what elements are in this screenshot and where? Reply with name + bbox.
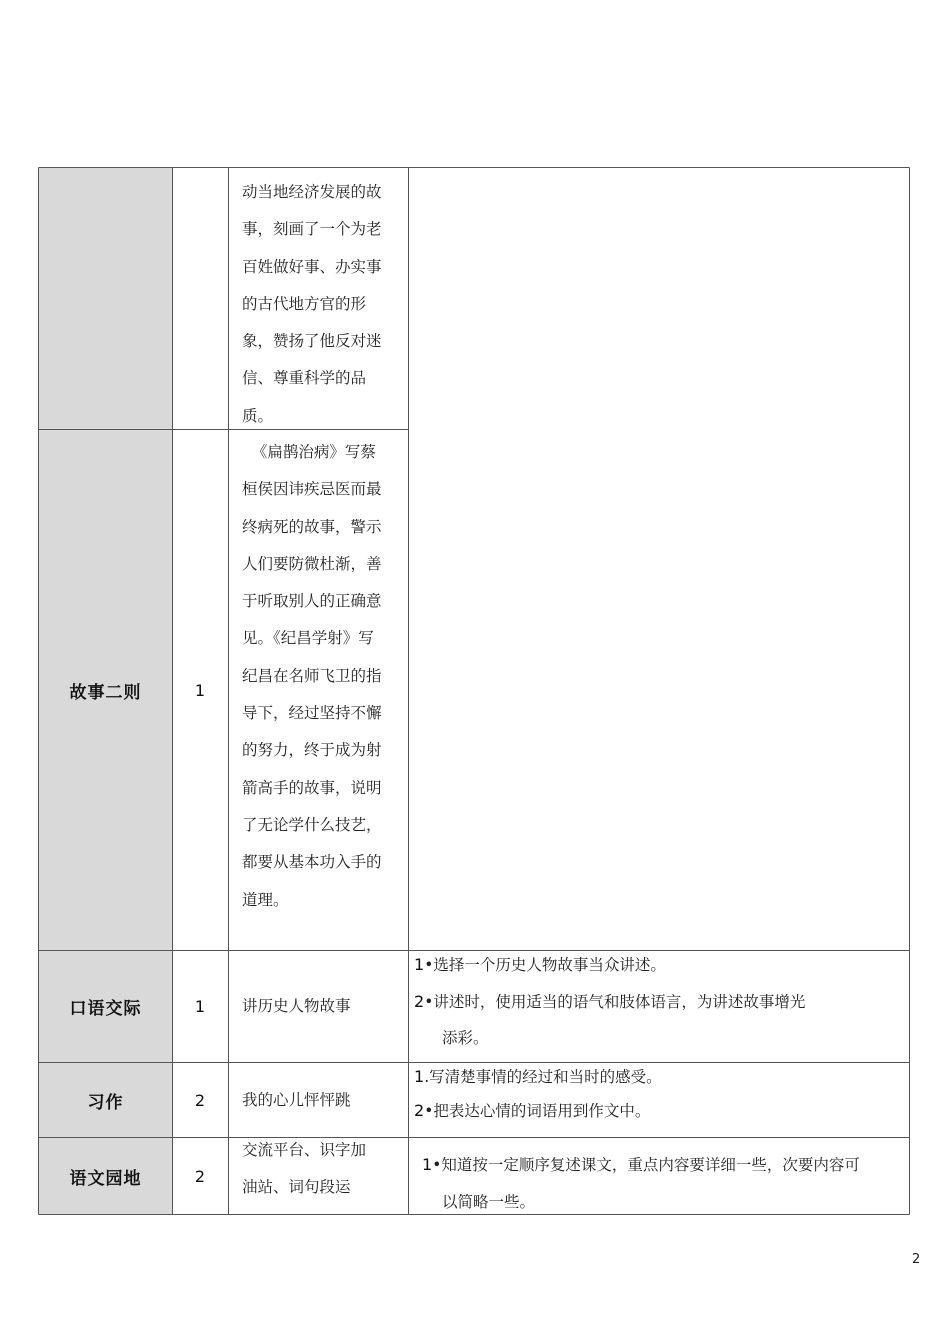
row-2-description-cell [242,434,404,919]
row-3-lesson-cell [39,951,172,1062]
row-2-description: 《扁鹊治病》写蔡 桓侯因讳疾忌医而最 终病死的故事，警示 人们要防微杜渐，善 于听取别人的正确意 见。《纪昌学射》写 纪昌在名师飞卫的指 导下，经过坚持不懈 的努力，终于成为射 箭高手的故事，说明 了无论学什么技艺， 都要从基本功入手的 道理。 [242,443,382,909]
row-4-description-cell [242,1082,404,1119]
row-3-goal-3 [442,1026,489,1048]
row-4-goal-1 [414,1065,662,1087]
row-2-hours: 1 [194,680,206,700]
row-3-lesson-name: 口语交际 [69,999,142,1019]
row-5-lesson-cell [39,1138,172,1214]
goal-text: •把表达心情的词语用到作文中。 [424,1102,651,1120]
row-1-hours-cell [172,167,228,429]
goal-text: 以简略一些。 [442,1193,536,1211]
goal-number: 1 [414,955,425,974]
row-1-description-cell [242,174,404,435]
row-4-description: 我的心儿怦怦跳 [242,1091,351,1109]
row-3-hours: 1 [194,997,206,1016]
row-5-hours: 2 [194,1166,206,1186]
row-3-hours-cell [172,951,228,1062]
row-5-description-cell [242,1132,404,1207]
row-1-description: 动当地经济发展的故 事，刻画了一个为老 百姓做好事、办实事 的古代地方官的形 象，赞扬了他反对迷 信、尊重科学的品 质。 [242,183,382,425]
row-5-goal-2 [442,1190,535,1212]
goal-number: 2 [414,1101,425,1120]
goal-text: .写清楚事情的经过和当时的感受。 [424,1068,662,1086]
row-2-lesson-name: 故事二则 [69,682,142,703]
goal-text: •选择一个历史人物故事当众讲述。 [424,956,666,974]
goal-number: 1 [422,1155,433,1174]
lesson-cell-fill [39,167,172,429]
row-2-hours-cell [172,430,228,950]
goal-text: 添彩。 [442,1029,489,1047]
row-4-hours-cell [172,1063,228,1137]
row-4-hours: 2 [194,1090,206,1110]
row-5-hours-cell [172,1138,228,1214]
page-number: 2 [912,1252,921,1267]
row-4-lesson-cell [39,1063,172,1137]
row-4-goal-2 [414,1099,650,1121]
goal-text: •知道按一定顺序复述课文，重点内容要详细一些，次要内容可 [432,1156,860,1174]
goal-number: 2 [414,992,425,1011]
row-3-description: 讲历史人物故事 [242,997,351,1015]
row-5-lesson-name: 语文园地 [69,1168,142,1189]
row-3-goal-1 [414,953,666,975]
row-4-lesson-name: 习作 [87,1092,124,1113]
row-3-goal-2 [414,990,805,1012]
row-5-goal-1 [422,1153,860,1175]
row-5-description: 交流平台、识字加 油站、词句段运 [242,1141,367,1197]
row-3-description-cell [242,988,404,1025]
goal-number: 1 [414,1067,425,1086]
goal-text: •讲述时，使用适当的语气和肢体语言，为讲述故事增光 [424,993,806,1011]
row-2-lesson-cell [39,430,172,950]
